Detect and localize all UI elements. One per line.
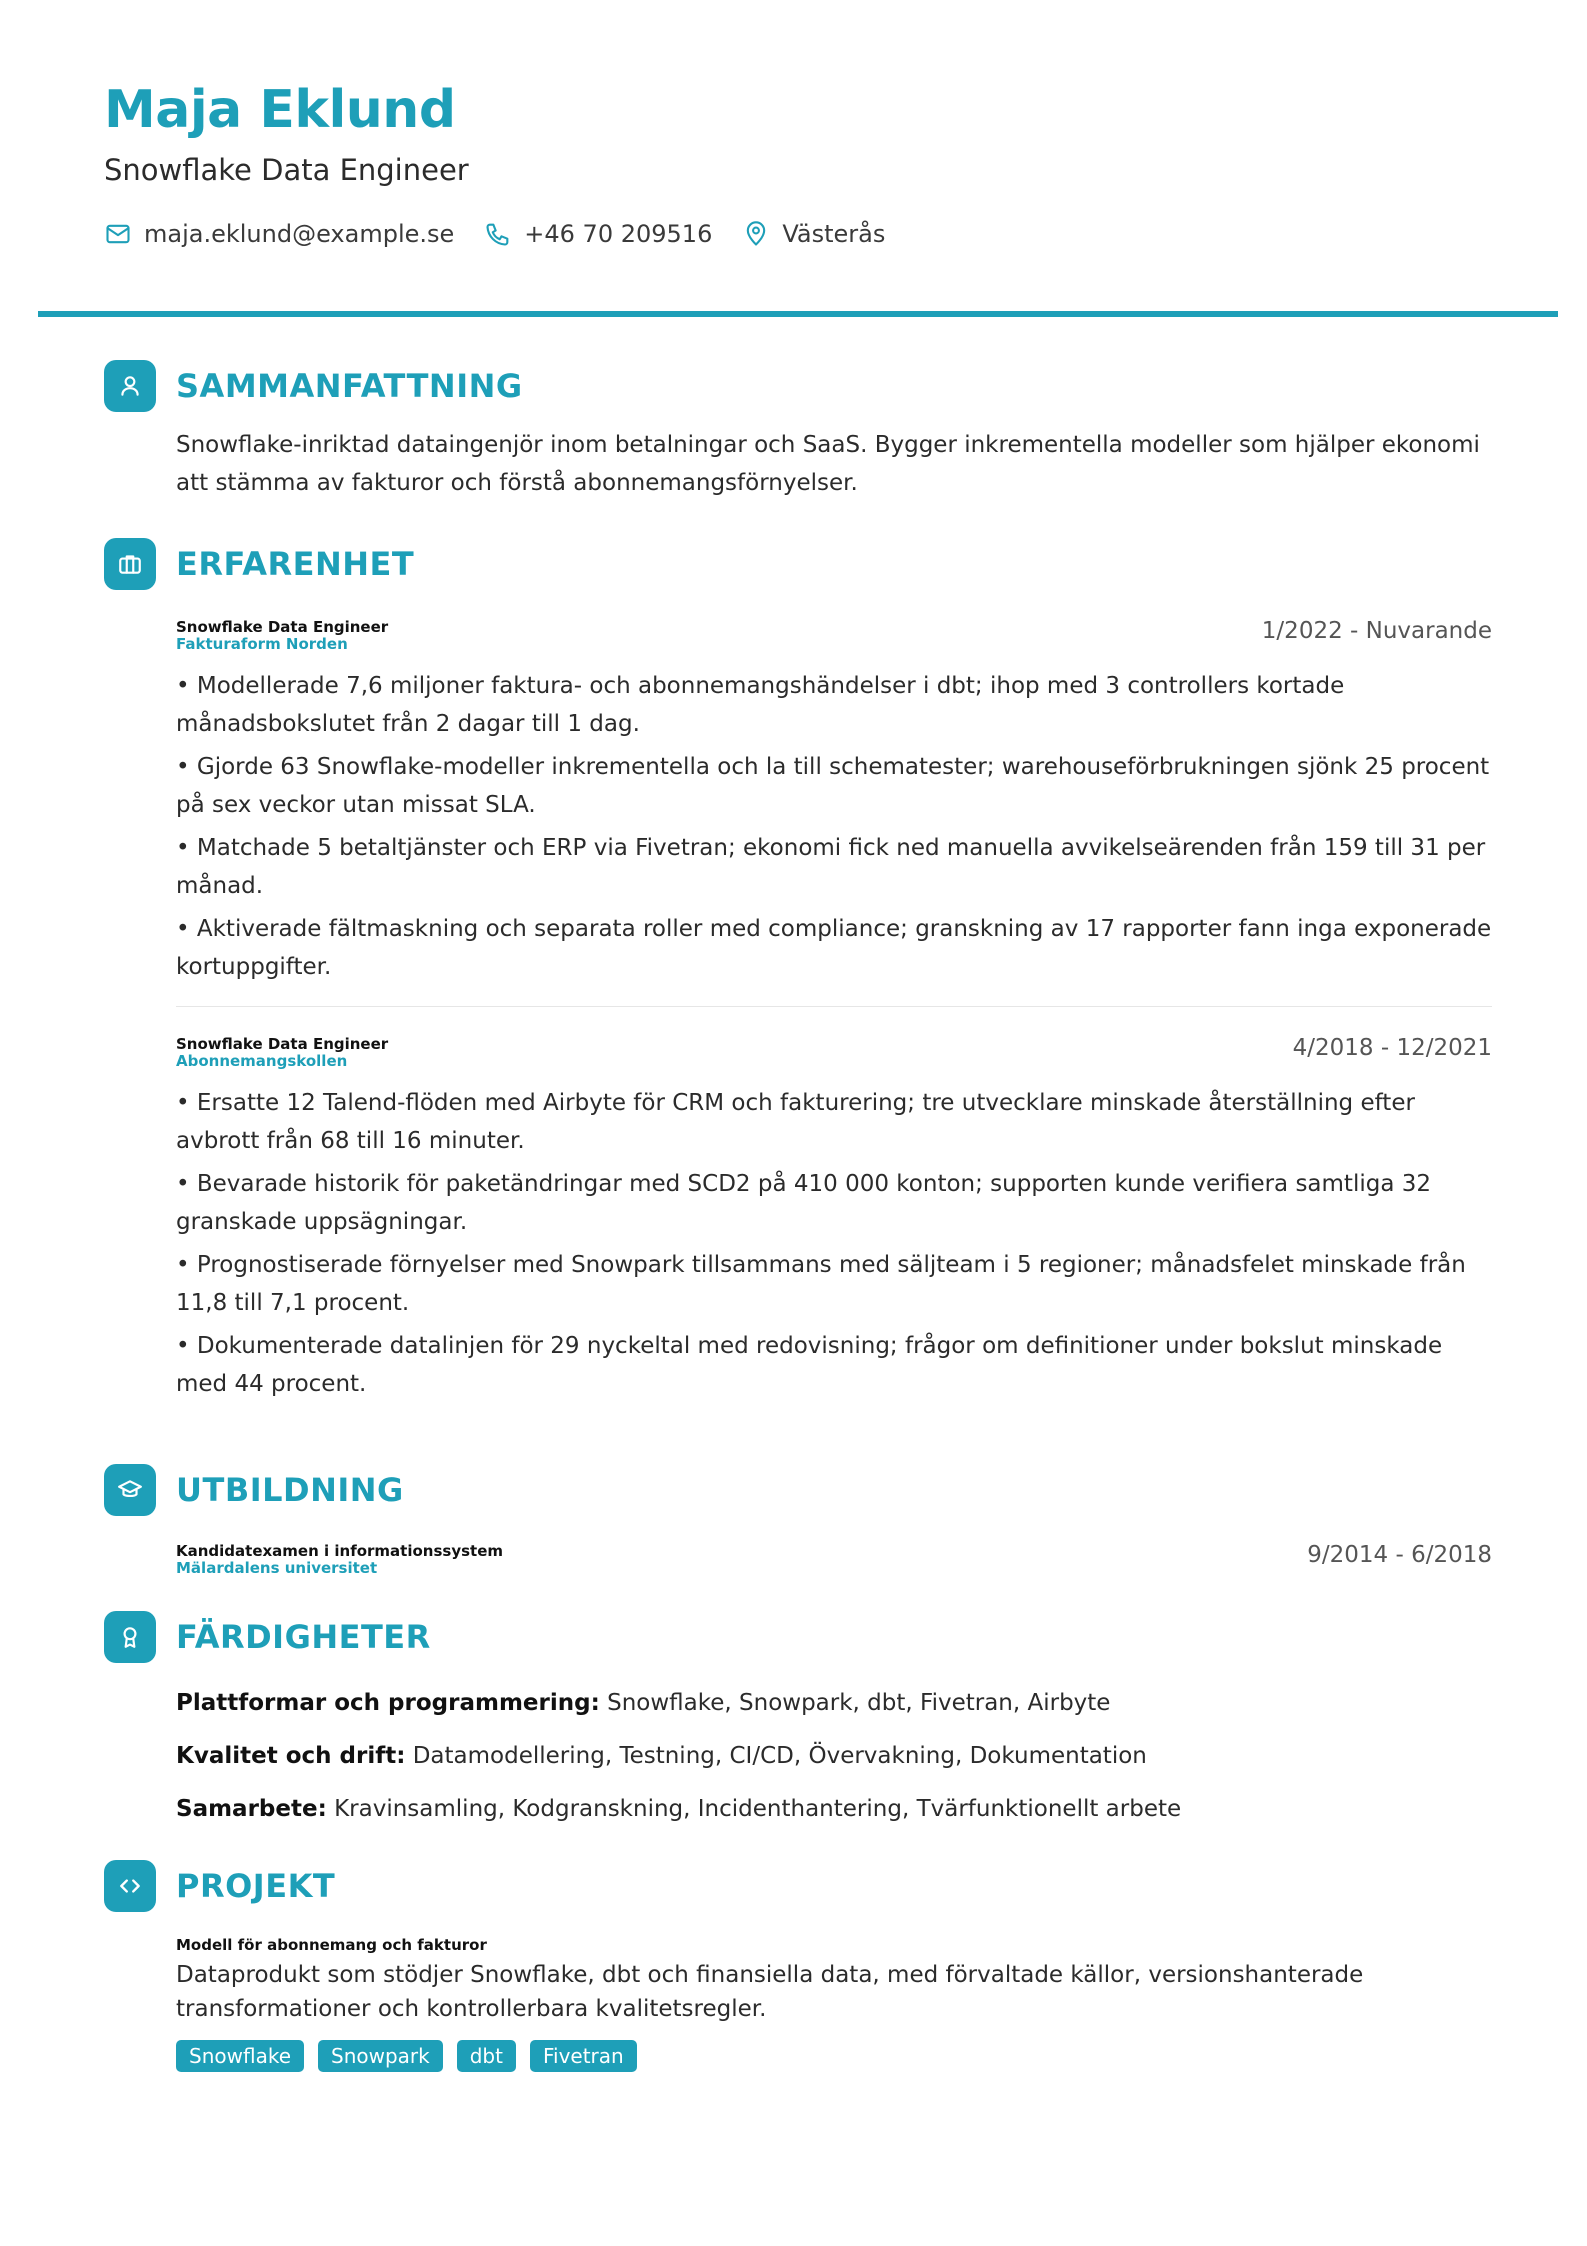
job-bullet: • Aktiverade fältmaskning och separata roller med compliance; granskning av 17 rapporter fann inga exponerade kortuppgifter.: [176, 916, 1492, 980]
map-pin-icon: [742, 220, 770, 248]
project-tags: [176, 2040, 1492, 2072]
project-tag: Snowflake: [176, 2040, 304, 2072]
code-icon: [104, 1860, 156, 1912]
skill-row: [176, 1687, 1492, 1719]
phone-text: +46 70 209516: [524, 219, 713, 248]
skill-value: Snowflake, Snowpark, dbt, Fivetran, Airbyte: [607, 1690, 1111, 1716]
contact-phone[interactable]: [484, 220, 712, 248]
user-icon: [104, 360, 156, 412]
section-title: SAMMANFATTNING: [176, 367, 523, 405]
skill-label: Plattformar och programmering:: [176, 1690, 600, 1716]
project-tag: Fivetran: [530, 2040, 637, 2072]
resume-header: [104, 82, 1484, 248]
job-bullet: • Prognostiserade förnyelser med Snowpark tillsammans med säljteam i 5 regioner; månadsfelet minskade från 11,8 till 7,1 procent.: [176, 1252, 1466, 1316]
award-icon: [104, 1611, 156, 1663]
project-tag: Snowpark: [318, 2040, 443, 2072]
job-bullet: • Bevarade historik för paketändringar med SCD2 på 410 000 konton; supporten kunde verifiera samtliga 32 granskade uppsägningar.: [176, 1171, 1432, 1235]
phone-icon: [484, 220, 512, 248]
contact-row: [104, 220, 1484, 248]
skill-value: Kravinsamling, Kodgranskning, Incidenthantering, Tvärfunktionellt arbete: [334, 1796, 1182, 1822]
section-education: [104, 1464, 1494, 1577]
education-dates: 9/2014 - 6/2018: [1307, 1542, 1492, 1568]
job-dates: 4/2018 - 12/2021: [1292, 1035, 1492, 1061]
skill-label: Samarbete:: [176, 1796, 327, 1822]
education-entry: [176, 1542, 1492, 1577]
skill-row: [176, 1740, 1492, 1772]
project-name: Modell för abonnemang och fakturor: [176, 1936, 487, 1954]
job-entry: [176, 618, 1492, 986]
job-title: Snowflake Data Engineer: [176, 618, 389, 636]
graduation-cap-icon: [104, 1464, 156, 1516]
candidate-name: Maja Eklund: [104, 80, 456, 140]
degree-title: Kandidatexamen i informationssystem: [176, 1542, 504, 1560]
job-bullet: • Modellerade 7,6 miljoner faktura- och abonnemangshändelser i dbt; ihop med 3 controllers kortade månadsbokslutet från 2 dagar till 1 dag.: [176, 673, 1345, 737]
job-bullet: • Ersatte 12 Talend-flöden med Airbyte för CRM och fakturering; tre utvecklare minskade återställning efter avbrott från 68 till 16 minuter.: [176, 1090, 1415, 1154]
skill-value: Datamodellering, Testning, CI/CD, Övervakning, Dokumentation: [412, 1743, 1147, 1769]
candidate-role: Snowflake Data Engineer: [104, 153, 469, 188]
job-title: Snowflake Data Engineer: [176, 1035, 389, 1053]
job-bullet: • Matchade 5 betaltjänster och ERP via Fivetran; ekonomi fick ned manuella avvikelseärenden från 159 till 31 per månad.: [176, 835, 1486, 899]
school-name: Mälardalens universitet: [176, 1559, 378, 1577]
section-skills: [104, 1611, 1494, 1846]
location-text: Västerås: [782, 219, 886, 248]
summary-text: Snowflake-inriktad dataingenjör inom betalningar och SaaS. Bygger inkrementella modeller som hjälper ekonomi att stämma av fakturor och förstå abonnemangsförnyelser.: [176, 432, 1480, 496]
project-description: Dataprodukt som stödjer Snowflake, dbt och finansiella data, med förvaltade källor, versionshanterade transformationer och kontrollerbara kvalitetsregler.: [176, 1962, 1364, 2022]
section-projects: [104, 1860, 1494, 2072]
job-company: Abonnemangskollen: [176, 1052, 348, 1070]
section-title: UTBILDNING: [176, 1471, 404, 1509]
contact-email[interactable]: [104, 220, 454, 248]
job-entry: [176, 1035, 1492, 1403]
skill-label: Kvalitet och drift:: [176, 1743, 406, 1769]
section-title: FÄRDIGHETER: [176, 1618, 431, 1656]
job-divider: [176, 1006, 1492, 1007]
job-bullet: • Gjorde 63 Snowflake-modeller inkrementella och la till schematester; warehouseförbrukningen sjönk 25 procent på sex veckor utan missat SLA.: [176, 754, 1490, 818]
job-company: Fakturaform Norden: [176, 635, 348, 653]
skill-row: [176, 1793, 1492, 1825]
mail-icon: [104, 220, 132, 248]
section-title: ERFARENHET: [176, 545, 415, 583]
email-text: maja.eklund@example.se: [144, 219, 455, 248]
briefcase-icon: [104, 538, 156, 590]
job-bullet: • Dokumenterade datalinjen för 29 nyckeltal med redovisning; frågor om definitioner under bokslut minskade med 44 procent.: [176, 1333, 1443, 1397]
header-divider: [38, 311, 1558, 317]
contact-location: [742, 220, 885, 248]
job-dates: 1/2022 - Nuvarande: [1261, 618, 1492, 644]
project-tag: dbt: [457, 2040, 516, 2072]
section-title: PROJEKT: [176, 1867, 336, 1905]
section-summary: [104, 360, 1494, 502]
section-experience: [104, 538, 1494, 1408]
